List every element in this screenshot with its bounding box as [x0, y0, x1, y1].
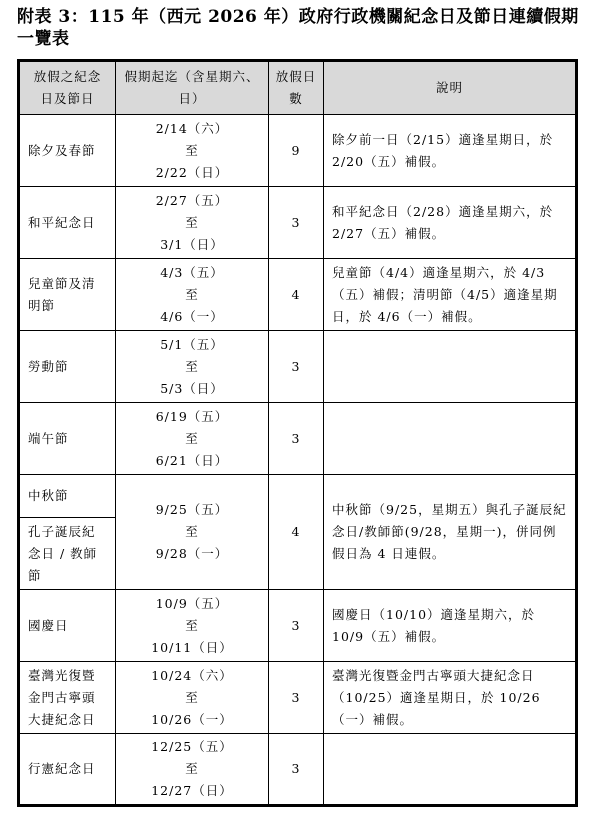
header-period: 假期起迄（含星期六、日）	[116, 61, 269, 115]
holiday-period	[116, 259, 269, 331]
holiday-note	[324, 331, 577, 403]
table-header-row	[19, 61, 577, 115]
header-days: 放假日數	[269, 61, 324, 115]
holiday-name: 兒童節及清明節	[19, 259, 116, 331]
table-row	[19, 662, 577, 734]
holiday-days: 3	[269, 187, 324, 259]
header-note: 說明	[324, 61, 577, 115]
holiday-period	[116, 475, 269, 590]
start-date: 4/3（五）	[160, 264, 224, 280]
start-date: 2/27（五）	[155, 192, 229, 208]
end-date: 10/11（日）	[151, 639, 233, 655]
holiday-note	[324, 403, 577, 475]
end-date: 9/28（一）	[155, 546, 229, 561]
table-row	[19, 403, 577, 475]
to-label: 至	[185, 286, 199, 302]
holiday-name: 臺灣光復暨金門古寧頭大捷紀念日	[19, 662, 116, 734]
holiday-note: 兒童節（4/4）適逢星期六，於 4/3（五）補假；清明節（4/5）適逢星期日，於 4/6（一）補假。	[324, 259, 577, 331]
holiday-days: 3	[269, 331, 324, 403]
end-date: 2/22（日）	[155, 164, 229, 180]
to-label: 至	[185, 430, 199, 446]
holiday-period	[116, 115, 269, 187]
holiday-note: 和平紀念日（2/28）適逢星期六，於 2/27（五）補假。	[324, 187, 577, 259]
table-row	[19, 115, 577, 187]
start-date: 5/1（五）	[160, 336, 224, 352]
holiday-note	[324, 734, 577, 806]
holiday-name: 端午節	[19, 403, 116, 475]
holiday-period	[116, 662, 269, 734]
table-row	[19, 259, 577, 331]
start-date: 6/19（五）	[155, 408, 229, 424]
holiday-note: 國慶日（10/10）適逢星期六，於 10/9（五）補假。	[324, 590, 577, 662]
holiday-period	[116, 331, 269, 403]
end-date: 4/6（一）	[160, 308, 224, 324]
holiday-name: 國慶日	[19, 590, 116, 662]
holiday-days: 3	[269, 590, 324, 662]
holiday-period	[116, 734, 269, 806]
holiday-days: 4	[269, 259, 324, 331]
holiday-period	[116, 403, 269, 475]
holiday-note: 臺灣光復暨金門古寧頭大捷紀念日（10/25）適逢星期日，於 10/26（一）補假。	[324, 662, 577, 734]
end-date: 6/21（日）	[155, 452, 229, 468]
table-row	[19, 734, 577, 806]
start-date: 10/24（六）	[151, 667, 233, 683]
holiday-table	[17, 59, 578, 807]
table-row	[19, 331, 577, 403]
to-label: 至	[185, 524, 199, 539]
to-label: 至	[185, 761, 199, 776]
end-date: 3/1（日）	[160, 236, 224, 252]
to-label: 至	[185, 617, 199, 633]
table-row	[19, 475, 577, 518]
table-row	[19, 590, 577, 662]
holiday-days: 9	[269, 115, 324, 187]
holiday-days: 4	[269, 475, 324, 590]
end-date: 10/26（一）	[151, 711, 233, 727]
holiday-days: 3	[269, 662, 324, 734]
holiday-name: 行憲紀念日	[19, 734, 116, 806]
holiday-name: 中秋節	[19, 475, 116, 518]
holiday-name-secondary: 孔子誕辰紀念日 / 教師節	[19, 518, 116, 590]
end-date: 5/3（日）	[160, 380, 224, 396]
holiday-note: 除夕前一日（2/15）適逢星期日，於 2/20（五）補假。	[324, 115, 577, 187]
page-title: 附表 3：115 年（西元 2026 年）政府行政機關紀念日及節日連續假期一覽表	[17, 7, 579, 49]
start-date: 9/25（五）	[155, 502, 229, 517]
to-label: 至	[185, 142, 199, 158]
holiday-period	[116, 590, 269, 662]
holiday-period	[116, 187, 269, 259]
header-name: 放假之紀念日及節日	[19, 61, 116, 115]
holiday-name: 勞動節	[19, 331, 116, 403]
end-date: 12/27（日）	[151, 783, 233, 798]
holiday-name: 除夕及春節	[19, 115, 116, 187]
to-label: 至	[185, 689, 199, 705]
holiday-name: 和平紀念日	[19, 187, 116, 259]
to-label: 至	[185, 214, 199, 230]
to-label: 至	[185, 358, 199, 374]
holiday-days: 3	[269, 403, 324, 475]
table-row	[19, 187, 577, 259]
start-date: 10/9（五）	[155, 595, 229, 611]
holiday-days: 3	[269, 734, 324, 806]
start-date: 12/25（五）	[151, 739, 233, 754]
holiday-note: 中秋節（9/25，星期五）與孔子誕辰紀念日/教師節(9/28，星期一)，併同例假日為 4 日連假。	[324, 475, 577, 590]
start-date: 2/14（六）	[155, 120, 229, 136]
